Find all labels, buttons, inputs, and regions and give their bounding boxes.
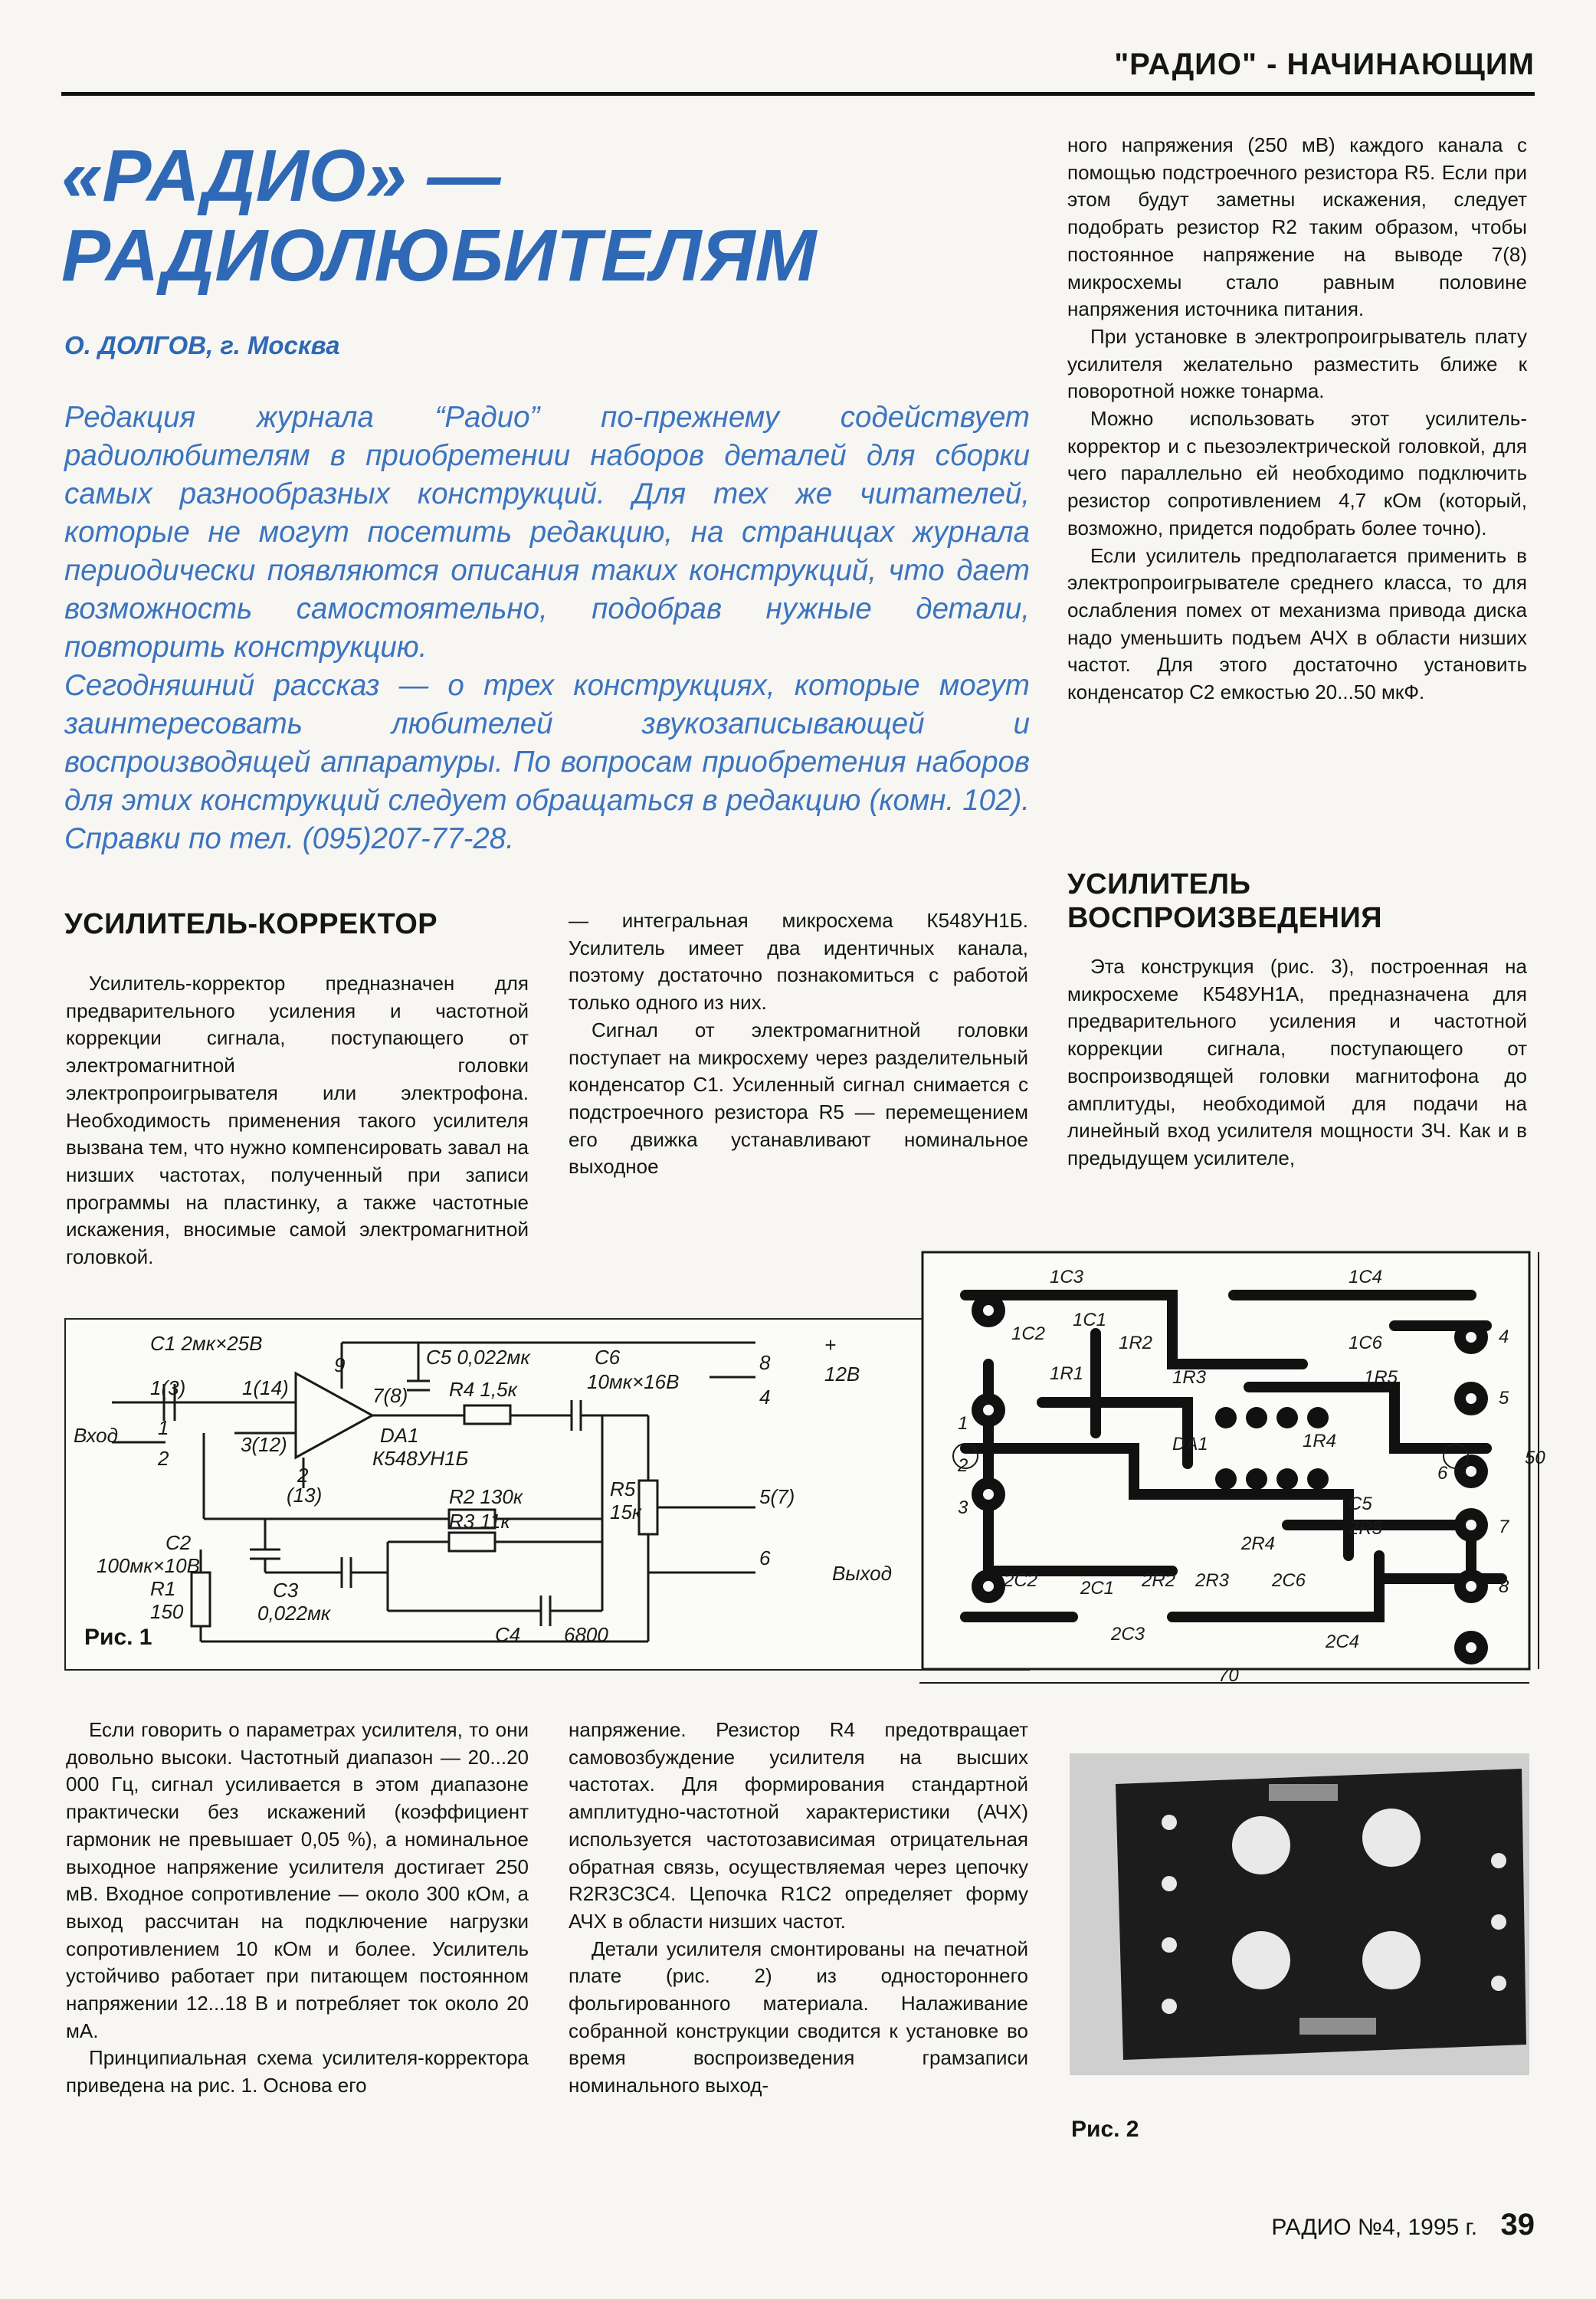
label-c6-value: 10мк×16В — [587, 1370, 680, 1393]
pcb-label-1c4: 1С4 — [1349, 1267, 1383, 1287]
intro-paragraph: Сегодняшний рассказ — о трех конструкциях, которые могут заинтересовать любителей звукозаписывающей и воспроизводящей аппаратуры. По вопросам приобретения наборов для этих конструкций следует обращаться в редакцию (комн. 102). Справки по тел. (095)207-77-28. — [64, 669, 1030, 855]
heading-playback-line-1: УСИЛИТЕЛЬ — [1067, 868, 1251, 900]
pcb-label-n2: 2 — [958, 1455, 968, 1476]
label-chip: К548УН1Б — [372, 1447, 469, 1470]
pcb-layout — [919, 1249, 1548, 1686]
label-c4-value: 6800 — [564, 1623, 608, 1646]
label-node-5: 5(7) — [759, 1485, 795, 1508]
pcb-label-2c6: 2С6 — [1272, 1570, 1306, 1591]
column-3-top — [1067, 132, 1527, 707]
label-pin-3: 3(12) — [241, 1433, 287, 1456]
label-r3: R3 11к — [449, 1510, 510, 1533]
title-line-1: «РАДИО» — — [61, 135, 501, 217]
pcb-label-n6: 6 — [1437, 1463, 1448, 1484]
pcb-label-2r3: 2R3 — [1195, 1570, 1230, 1591]
paragraph: Эта конструкция (рис. 3), построенная на микросхеме К548УН1А, предназначена для предварительного усиления и частотной коррекции сигнала, поступающего от воспроизводящей головки магнитофона до амплитуды, необходимой для подачи на линейный вход усилителя мощности ЗЧ. Как и в предыдущем усилителе, — [1067, 955, 1527, 1169]
label-node-1: 1 — [158, 1416, 169, 1439]
pcb-label-n7: 7 — [1499, 1517, 1509, 1537]
label-pin-13: (13) — [287, 1484, 323, 1507]
label-pin-14: 1(14) — [242, 1376, 289, 1399]
paragraph: Если говорить о параметрах усилителя, то они довольно высоки. Частотный диапазон — 20...20 000 Гц, сигнал усиливается в этом диапазоне практически без искажений (коэффициент гармоник не превышает 0,05 %), а номинальное выходное напряжение усилителя достигает 250 мВ. Входное сопротивление — около 300 кОм, а выход рассчитан на подключение нагрузки сопротивлением 10 кОм и более. Усилитель устойчиво работает при питающем постоянном напряжении 12...18 В и потребляет ток около 20 мА. — [66, 1718, 529, 2042]
figure-2-board-photo — [1070, 1753, 1529, 2075]
label-input: Вход — [74, 1424, 119, 1447]
label-c6: С6 — [595, 1346, 621, 1369]
paragraph: ного напряжения (250 мВ) каждого канала с помощью подстроечного резистора R5. Если при этом будут заметны искажения, следует подобрать резистор R2 таким образом, чтобы постоянное напряжение на выводе 7(8) микросхемы стало равным половине напряжения источника питания. — [1067, 133, 1527, 321]
pcb-label-n5: 5 — [1499, 1388, 1509, 1409]
label-r5-value: 15к — [610, 1500, 642, 1523]
label-pin-9: 9 — [334, 1353, 346, 1376]
pcb-label-n3: 3 — [958, 1497, 968, 1518]
label-da1: DA1 — [380, 1424, 419, 1447]
label-r4: R4 1,5к — [449, 1378, 517, 1401]
label-plus: + — [824, 1333, 837, 1356]
column-1-top — [66, 970, 529, 1271]
paragraph: При установке в электропроигрыватель плату усилителя желательно разместить ближе к поворотной ножке тонарма. — [1067, 324, 1527, 403]
figure-2-pcb-drawing — [919, 1249, 1548, 1686]
figure-1-caption: Рис. 1 — [84, 1625, 152, 1650]
pcb-label-1r4: 1R4 — [1303, 1431, 1337, 1451]
pcb-label-1r1: 1R1 — [1050, 1363, 1084, 1384]
pcb-label-2r4: 2R4 — [1241, 1533, 1276, 1554]
pcb-label-1r2: 1R2 — [1119, 1333, 1153, 1353]
pcb-label-n4: 4 — [1499, 1327, 1509, 1347]
label-r1-value: 150 — [150, 1600, 184, 1623]
paragraph: Можно использовать этот усилитель-корректор и с пьезоэлектрической головкой, для чего параллельно ей необходимо подключить резистор сопротивлением 4,7 кОм (который, возможно, придется подобрать более точно). — [1067, 407, 1527, 539]
pcb-label-2c3: 2С3 — [1111, 1624, 1145, 1645]
title-line-2: РАДИОЛЮБИТЕЛЯМ — [61, 214, 817, 297]
paragraph: Усилитель-корректор предназначен для предварительного усиления и частотной коррекции сигнала, поступающего от электромагнитной головки электропроигрывателя или электрофона. Необходимость применения такого усилителя вызвана тем, что нужно компенсировать завал на низших частотах, полученный при записи программы на пластинку, а также частотные искажения, вносимые самой электромагнитной головкой. — [66, 972, 529, 1269]
intro-block — [64, 398, 1030, 858]
label-output: Выход — [832, 1562, 893, 1585]
figure-2-caption: Рис. 2 — [1071, 2117, 1139, 2142]
pcb-label-2c4: 2С4 — [1326, 1632, 1360, 1652]
paragraph: — интегральная микросхема К548УН1Б. Усилитель имеет два идентичных канала, поэтому достаточно познакомиться с работой только одного из них. — [569, 909, 1028, 1015]
paragraph: Если усилитель предполагается применить в электропроигрывателе среднего класса, то для ослабления помех от механизма привода диска надо уменьшить подъем АЧХ в области низших частот. Для этого достаточно установить конденсатор С2 емкостью 20...50 мкФ. — [1067, 543, 1527, 704]
pcb-label-2c2: 2С2 — [1004, 1570, 1038, 1591]
column-2-bottom — [569, 1717, 1028, 2100]
label-voltage: 12В — [824, 1363, 860, 1386]
label-c2-value: 100мк×10В — [97, 1554, 200, 1577]
label-node-2: 2 — [158, 1447, 169, 1470]
label-pin-7: 7(8) — [372, 1384, 408, 1407]
pcb-label-n8: 8 — [1499, 1576, 1509, 1597]
header-rule — [61, 92, 1535, 96]
column-2-top — [569, 907, 1028, 1181]
pcb-label-1c1: 1С1 — [1073, 1310, 1107, 1330]
board-photo-image — [1070, 1753, 1529, 2075]
pcb-label-n1: 1 — [958, 1413, 968, 1434]
pcb-label-1c3: 1С3 — [1050, 1267, 1084, 1287]
heading-preamp: УСИЛИТЕЛЬ-КОРРЕКТОР — [64, 908, 438, 940]
heading-playback-line-2: ВОСПРОИЗВЕДЕНИЯ — [1067, 902, 1383, 934]
label-c1: С1 2мк×25В — [150, 1332, 263, 1355]
page-footer — [1271, 2208, 1535, 2242]
paragraph: Детали усилителя смонтированы на печатной плате (рис. 2) из одностороннего фольгированного материала. Налаживание собранной конструкции сводится к установке во время воспроизведения грамзаписи номинального выход- — [569, 1937, 1028, 2097]
label-r5: R5 — [610, 1477, 636, 1500]
pcb-label-c5: С5 — [1349, 1494, 1372, 1514]
pcb-dimension-height: 50 — [1525, 1448, 1545, 1468]
section-header: "РАДИО" - НАЧИНАЮЩИМ — [1114, 48, 1535, 81]
label-r1: R1 — [150, 1577, 176, 1600]
label-c5: С5 0,022мк — [426, 1346, 530, 1369]
label-pin-2: 2 — [297, 1464, 309, 1487]
pcb-dimension-width: 70 — [1218, 1665, 1239, 1686]
pcb-label-da1: DA1 — [1172, 1434, 1208, 1455]
page-number: 39 — [1500, 2208, 1535, 2242]
label-r2: R2 130к — [449, 1485, 523, 1508]
column-3-playback — [1067, 953, 1527, 1172]
paragraph: Принципиальная схема усилителя-корректора приведена на рис. 1. Основа его — [66, 2046, 529, 2097]
label-c3: С3 — [273, 1579, 299, 1602]
label-node-8: 8 — [759, 1351, 771, 1374]
label-pin-1: 1(3) — [150, 1376, 186, 1399]
pcb-label-1c2: 1С2 — [1011, 1323, 1046, 1344]
pcb-label-2c1: 2С1 — [1080, 1578, 1115, 1599]
label-c2: С2 — [165, 1531, 192, 1554]
column-1-bottom — [66, 1717, 529, 2100]
label-node-6: 6 — [759, 1546, 771, 1569]
schematic-diagram — [66, 1320, 1028, 1669]
pcb-label-1c6: 1С6 — [1349, 1333, 1383, 1353]
intro-paragraph: Редакция журнала “Радио” по-прежнему содействует радиолюбителям в приобретении наборов деталей для сборки самых разнообразных конструкций. Для тех же читателей, которые не могут посетить редакцию, на страницах журнала периодически появляются описания таких конструкций, что дает возможность самостоятельно, подобрав нужные детали, повторить конструкцию. — [64, 401, 1030, 664]
pcb-label-1r5: 1R5 — [1364, 1367, 1398, 1388]
pcb-label-1r3: 1R3 — [1172, 1367, 1207, 1388]
heading-playback — [1067, 867, 1382, 935]
pcb-label-2r2: 2R2 — [1142, 1570, 1176, 1591]
label-c4: С4 — [495, 1623, 521, 1646]
author-byline: О. ДОЛГОВ, г. Москва — [64, 331, 340, 359]
figure-1-schematic — [64, 1318, 1030, 1671]
paragraph: напряжение. Резистор R4 предотвращает самовозбуждение усилителя на высших частотах. Для формирования стандартной амплитудно-частотной характеристики (АЧХ) используется частотозависимая отрицательная обратная связь, осуществляемая через цепочку R2R3C3C4. Цепочка R1C2 определяет форму АЧХ в области низших частот. — [569, 1718, 1028, 1933]
article-title — [61, 136, 1057, 295]
journal-issue: РАДИО №4, 1995 г. — [1271, 2215, 1478, 2240]
paragraph: Сигнал от электромагнитной головки поступает на микросхему через разделительный конденсатор С1. Усиленный сигнал снимается с подстроечного резистора R5 — перемещением его движка устанавливают номинальное выходное — [569, 1018, 1028, 1179]
pcb-label-2r5: 2R5 — [1349, 1518, 1383, 1539]
label-node-4: 4 — [759, 1386, 771, 1409]
label-c3-value: 0,022мк — [257, 1602, 331, 1625]
